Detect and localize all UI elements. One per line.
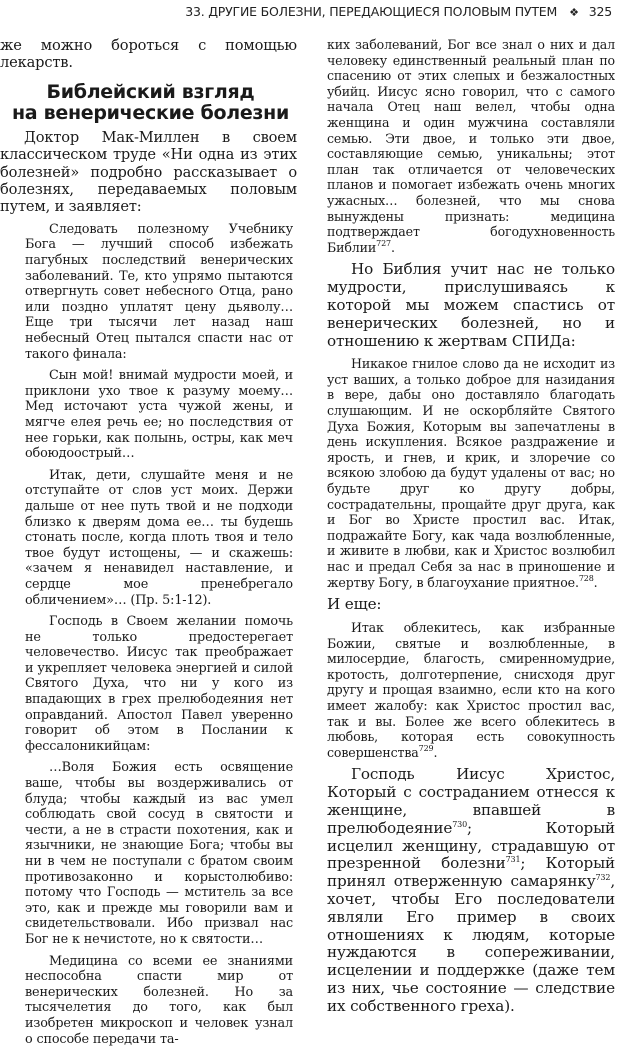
chapter-title: 33. ДРУГИЕ БОЛЕЗНИ, ПЕРЕДАЮЩИЕСЯ ПОЛОВЫМ ПУТЕМ: [185, 4, 558, 19]
paragraph-text: ; Который принял отверженную самарянку: [327, 854, 615, 891]
paragraph-text: Господь Иисус Христос, Который с состраданием отнесся к женщине, впавшей в прелюбодеяние: [327, 765, 615, 837]
footnote-ref[interactable]: 731: [505, 855, 521, 865]
block-quote: …Воля Божия есть освящение ваше, чтобы вы воздерживались от блуда; чтобы каждый из вас умел соблюдать свой сосуд в святости и чести, а не в страсти похотения, как и язычники, не знающие Бога; чтобы вы ни в чем не поступали с братом своим противозаконно и корыстолюбиво: потому что Господь — мститель за все это, как и прежде мы говорили вам и свидетельствовали. Ибо призвал нас Бог не к нечистоте, но к святости…: [25, 760, 293, 947]
ornament-icon: ❖: [569, 6, 579, 19]
punctuation: .: [593, 574, 598, 590]
paragraph-text: , хочет, чтобы Его последователи являли Его пример в своих отношениях к людям, которые нуждаются в сопереживании, исцелении и поддержке (даже тем из них, чье состояние — следствие их собственного греха).: [327, 872, 615, 1015]
footnote-ref[interactable]: 727: [376, 238, 391, 248]
running-header: [0, 4, 612, 19]
paragraph: И еще:: [327, 595, 382, 614]
right-column: [327, 37, 615, 1016]
block-quote: [327, 620, 615, 760]
punctuation: .: [433, 744, 438, 760]
punctuation: .: [390, 239, 395, 255]
quote-text: ких заболеваний, Бог все знал о них и дал человеку единственный реальный план по спасению от этих слепых и безжалостных убийц. Иисус ясно говорил, что с самого начала Отец наш велел, чтобы одна женщина и один мужчина составляли семью. Эти двое, и только эти двое, составляющие семью, уникальны; этот план так отличается от человеческих планов и помогает избежать очень многих ужасных… болезней, что мы снова вынуждены признать: медицина подтверждает богодухновенность Библии: [327, 37, 615, 255]
block-quote: Сын мой! внимай мудрости моей, и приклони ухо твое к разуму моему… Мед источают уста чужой жены, и мягче елея речь ее; но последствия от нее горьки, как полынь, остры, как меч обоюдоострый…: [25, 368, 293, 462]
block-quote: Медицина со всеми ее знаниями неспособна спасти мир от венерических болезней. Но за тысячелетия до того, как был изобретен микроскоп и человек узнал о способе передачи та-: [25, 953, 293, 1047]
heading-line-1: Библейский взгляд: [46, 80, 255, 103]
paragraph: [327, 766, 615, 1015]
block-quote: Итак, дети, слушайте меня и не отступайте от слов уст моих. Держи дальше от нее путь твой и не подходи близко к дверям дома ее… ты будешь стонать после, когда плоть твоя и тело твое будут истощены, — и скажешь: «зачем я ненавидел наставление, и сердце мое пренебрегало обличением»… (Пр. 5:1-12).: [25, 467, 293, 608]
paragraph: Доктор Мак-Миллен в своем классическом труде «Ни одна из этих болезней» подробно рассказывает о болезнях, передаваемых половым путем, и заявляет:: [0, 128, 297, 216]
page-number: 325: [588, 4, 612, 19]
paragraph: Но Библия учит нас не только мудрости, прислушиваясь к которой мы можем спастись от венерических болезней, но и отношению к жертвам СПИДа:: [327, 260, 615, 350]
heading-line-2: на венерические болезни: [11, 102, 289, 125]
block-quote: Следовать полезному Учебнику Бога — лучший способ избежать пагубных последствий венерических заболеваний. Те, кто упрямо пытаются отвергнуть совет небесного Отца, рано или поздно уплатят цену дьяволу… Еще три тысячи лет назад наш небесный Отец пытался спасти нас от такого финала:: [25, 221, 293, 362]
quote-text: Итак облекитесь, как избранные Божии, святые и возлюбленные, в милосердие, благость, смиренномудрие, кротость, долготерпение, снисходя друг другу и прощая взаимно, если кто на кого имеет жалобу: как Христос простил вас, так и вы. Более же всего облекитесь в любовь, которая есть совокупность совершенства: [327, 620, 615, 760]
block-quote: [327, 356, 615, 590]
block-quote-continuation: [327, 37, 615, 255]
paragraph-text: ; Который исцелил женщину, страдавшую от презренной болезни: [327, 818, 615, 873]
footnote-ref[interactable]: 732: [595, 873, 611, 883]
paragraph-continuation: же можно бороться с помощью лекарств.: [0, 37, 297, 72]
footnote-ref[interactable]: 728: [578, 573, 594, 583]
footnote-ref[interactable]: 729: [418, 743, 434, 753]
quote-text: Никакое гнилое слово да не исходит из уст ваших, а только доброе для назидания в вере, дабы оно доставляло благодать слушающим. И не оскорбляйте Святого Духа Божия, Которым вы запечатлены в день искупления. Всякое раздражение и ярость, и гнев, и крик, и злоречие со всякою злобою да будут удалены от вас; но будьте друг ко другу добры, сострадательны, прощайте друг друга, как и Бог во Христе простил вас. Итак, подражайте Богу, как чада возлюбленные, и живите в любви, как и Христос возлюбил нас и предал Себя за нас в приношение и жертву Богу, в благоухание приятное.: [327, 356, 615, 590]
section-heading: [4, 82, 297, 125]
left-column: [0, 37, 297, 1047]
block-quote: Господь в Своем желании помочь не только предостерегает человечество. Иисус так преображает и укрепляет человека энергией и силой Святого Духа, что ни у кого из впадающих в грех прелюбодеяния нет оправданий. Апостол Павел уверенно говорит об этом в Послании к фессалоникийцам:: [25, 614, 293, 754]
footnote-ref[interactable]: 730: [452, 819, 468, 829]
